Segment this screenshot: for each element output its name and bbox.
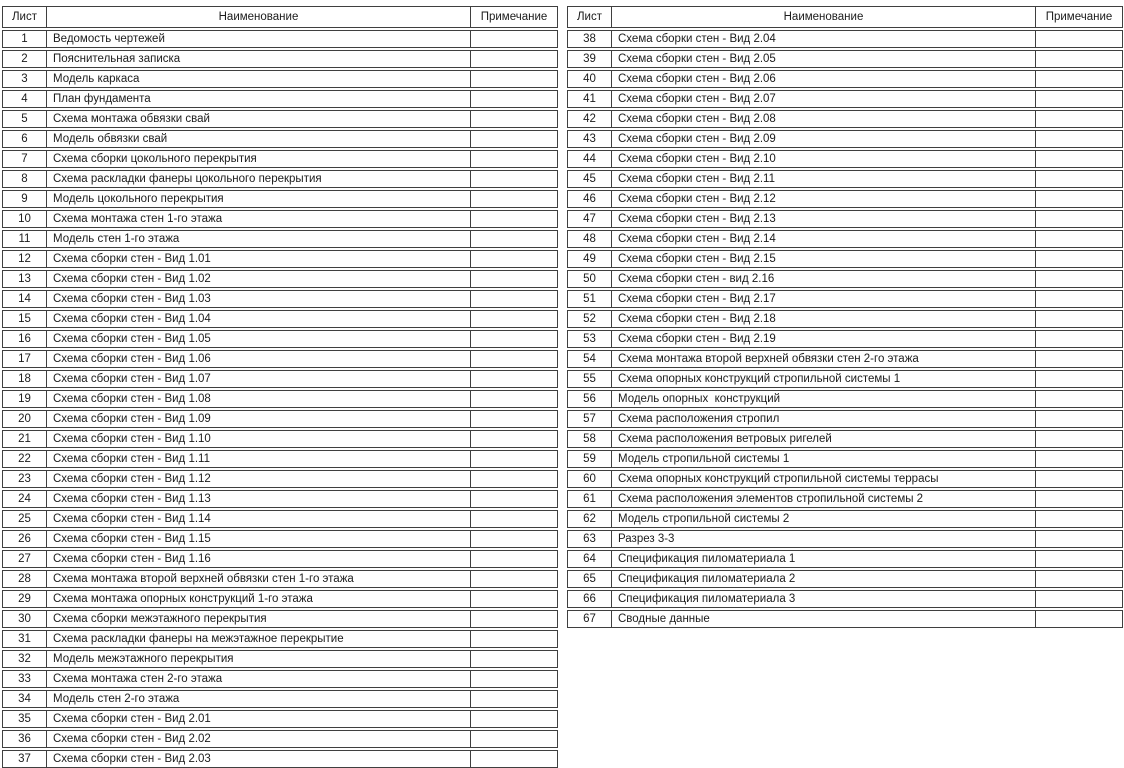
sheet-number-cell: 63 <box>583 533 596 545</box>
note-cell <box>1036 271 1122 287</box>
note-cell <box>471 411 557 427</box>
name-cell: Схема сборки стен - Вид 1.07 <box>46 371 471 387</box>
name-cell: Схема сборки стен - Вид 2.02 <box>46 731 471 747</box>
sheet-number-cell: 25 <box>18 513 31 525</box>
sheet-number-cell: 62 <box>583 513 596 525</box>
name-cell: Схема сборки стен - Вид 1.12 <box>46 471 471 487</box>
sheet-number-cell: 54 <box>583 353 596 365</box>
table-row <box>2 390 558 408</box>
name-cell: Модель обвязки свай <box>46 131 471 147</box>
table-row <box>2 150 558 168</box>
table-row <box>567 110 1123 128</box>
name-cell: Схема сборки стен - Вид 1.14 <box>46 511 471 527</box>
name-cell: План фундамента <box>46 91 471 107</box>
note-cell <box>1036 511 1122 527</box>
sheet-number-cell: 4 <box>21 93 28 105</box>
name-cell: Модель опорных конструкций <box>611 391 1036 407</box>
name-cell: Схема расположения ветровых ригелей <box>611 431 1036 447</box>
sheet-number-cell: 57 <box>583 413 596 425</box>
sheet-number-cell: 64 <box>583 553 596 565</box>
name-cell: Схема сборки стен - Вид 2.19 <box>611 331 1036 347</box>
note-cell <box>471 391 557 407</box>
table-row <box>2 190 558 208</box>
note-cell <box>471 491 557 507</box>
sheet-number-cell: 66 <box>583 593 596 605</box>
note-cell <box>471 511 557 527</box>
note-cell <box>471 631 557 647</box>
name-cell: Схема монтажа обвязки свай <box>46 111 471 127</box>
table-row <box>2 610 558 628</box>
sheet-number-cell: 39 <box>583 53 596 65</box>
note-cell <box>1036 331 1122 347</box>
table-row <box>2 110 558 128</box>
note-cell <box>471 31 557 47</box>
name-cell: Спецификация пиломатериала 3 <box>611 591 1036 607</box>
name-cell: Схема сборки стен - Вид 1.05 <box>46 331 471 347</box>
sheet-number-cell: 21 <box>18 433 31 445</box>
note-cell <box>471 471 557 487</box>
note-cell <box>1036 351 1122 367</box>
table-row <box>567 350 1123 368</box>
name-cell: Схема сборки стен - Вид 2.09 <box>611 131 1036 147</box>
note-cell <box>1036 451 1122 467</box>
sheet-number-cell: 46 <box>583 193 596 205</box>
sheet-number-cell: 61 <box>583 493 596 505</box>
note-cell <box>1036 111 1122 127</box>
sheet-number-cell: 18 <box>18 373 31 385</box>
table-row <box>2 90 558 108</box>
table-row <box>567 250 1123 268</box>
table-row <box>2 730 558 748</box>
note-cell <box>471 271 557 287</box>
sheet-number-cell: 12 <box>18 253 31 265</box>
sheet-number-cell: 14 <box>18 293 31 305</box>
note-cell <box>1036 611 1122 627</box>
table-row <box>2 250 558 268</box>
sheet-number-cell: 48 <box>583 233 596 245</box>
note-cell <box>1036 291 1122 307</box>
note-cell <box>471 291 557 307</box>
name-cell: Модель цокольного перекрытия <box>46 191 471 207</box>
note-cell <box>1036 571 1122 587</box>
sheet-number-cell: 37 <box>18 753 31 765</box>
name-cell: Схема сборки стен - Вид 2.15 <box>611 251 1036 267</box>
table-row <box>567 570 1123 588</box>
table-row <box>567 410 1123 428</box>
name-cell: Схема сборки стен - Вид 1.09 <box>46 411 471 427</box>
sheet-number-cell: 9 <box>21 193 28 205</box>
note-cell <box>1036 551 1122 567</box>
name-cell: Схема сборки стен - Вид 2.14 <box>611 231 1036 247</box>
sheet-number-cell: 60 <box>583 473 596 485</box>
table-row <box>2 530 558 548</box>
table-header-row <box>2 6 558 28</box>
table-row <box>2 370 558 388</box>
name-cell: Схема сборки стен - Вид 1.03 <box>46 291 471 307</box>
table-row <box>2 70 558 88</box>
note-cell <box>471 191 557 207</box>
sheet-number-cell: 47 <box>583 213 596 225</box>
name-cell: Схема монтажа второй верхней обвязки стен 1-го этажа <box>46 571 471 587</box>
table-row <box>2 330 558 348</box>
name-cell: Схема раскладки фанеры цокольного перекрытия <box>46 171 471 187</box>
name-cell: Схема сборки стен - Вид 1.08 <box>46 391 471 407</box>
name-cell: Модель стен 2-го этажа <box>46 691 471 707</box>
note-cell <box>1036 411 1122 427</box>
table-row <box>2 690 558 708</box>
table-row <box>567 330 1123 348</box>
sheet-number-cell: 15 <box>18 313 31 325</box>
sheet-number-cell: 41 <box>583 93 596 105</box>
name-cell: Модель каркаса <box>46 71 471 87</box>
sheet-number-cell: 56 <box>583 393 596 405</box>
table-row <box>2 430 558 448</box>
name-cell: Схема сборки стен - Вид 2.05 <box>611 51 1036 67</box>
name-cell: Схема раскладки фанеры на межэтажное перекрытие <box>46 631 471 647</box>
name-cell: Схема монтажа стен 2-го этажа <box>46 671 471 687</box>
note-cell <box>471 91 557 107</box>
table-row <box>2 230 558 248</box>
sheet-number-cell: 40 <box>583 73 596 85</box>
note-cell <box>1036 531 1122 547</box>
table-row <box>567 550 1123 568</box>
name-cell: Модель стен 1-го этажа <box>46 231 471 247</box>
note-cell <box>1036 191 1122 207</box>
note-cell <box>1036 71 1122 87</box>
table-row <box>567 30 1123 48</box>
note-cell <box>1036 211 1122 227</box>
name-cell: Схема сборки стен - Вид 2.18 <box>611 311 1036 327</box>
table-row <box>567 70 1123 88</box>
table-row <box>2 570 558 588</box>
note-cell <box>471 51 557 67</box>
table-row <box>2 270 558 288</box>
sheet-number-cell: 51 <box>583 293 596 305</box>
table-row <box>2 650 558 668</box>
table-row <box>567 310 1123 328</box>
name-cell: Модель межэтажного перекрытия <box>46 651 471 667</box>
sheet-number-cell: 28 <box>18 573 31 585</box>
sheet-number-cell: 36 <box>18 733 31 745</box>
table-row <box>2 310 558 328</box>
name-cell: Схема сборки стен - Вид 1.04 <box>46 311 471 327</box>
name-cell: Схема сборки стен - Вид 1.06 <box>46 351 471 367</box>
name-cell: Схема сборки стен - Вид 2.10 <box>611 151 1036 167</box>
table-row <box>567 210 1123 228</box>
sheet-number-cell: 43 <box>583 133 596 145</box>
note-cell <box>471 331 557 347</box>
note-cell <box>471 131 557 147</box>
table-row <box>567 510 1123 528</box>
table-row <box>567 490 1123 508</box>
note-cell <box>471 431 557 447</box>
table-row <box>567 150 1123 168</box>
table-row <box>567 190 1123 208</box>
sheet-number-cell: 30 <box>18 613 31 625</box>
name-cell: Схема сборки стен - Вид 2.03 <box>46 751 471 767</box>
table-row <box>567 230 1123 248</box>
table-row <box>567 370 1123 388</box>
note-cell <box>1036 51 1122 67</box>
table-row <box>567 270 1123 288</box>
note-cell <box>471 211 557 227</box>
sheet-number-cell: 52 <box>583 313 596 325</box>
sheet-number-cell: 32 <box>18 653 31 665</box>
name-cell: Схема сборки стен - Вид 2.08 <box>611 111 1036 127</box>
table-body-left <box>2 30 558 768</box>
name-cell: Схема опорных конструкций стропильной системы 1 <box>611 371 1036 387</box>
sheet-number-cell: 13 <box>18 273 31 285</box>
note-cell <box>471 551 557 567</box>
name-cell: Схема монтажа второй верхней обвязки стен 2-го этажа <box>611 351 1036 367</box>
note-cell <box>471 111 557 127</box>
name-cell: Схема сборки стен - Вид 2.17 <box>611 291 1036 307</box>
note-cell <box>1036 171 1122 187</box>
table-header-row <box>567 6 1123 28</box>
note-cell <box>471 71 557 87</box>
sheet-number-cell: 27 <box>18 553 31 565</box>
column-header-note: Примечание <box>1045 11 1113 23</box>
sheet-number-cell: 34 <box>18 693 31 705</box>
sheet-number-cell: 35 <box>18 713 31 725</box>
name-cell: Схема сборки стен - Вид 1.16 <box>46 551 471 567</box>
note-cell <box>471 311 557 327</box>
sheet-number-cell: 22 <box>18 453 31 465</box>
name-cell: Схема монтажа стен 1-го этажа <box>46 211 471 227</box>
name-cell: Ведомость чертежей <box>46 31 471 47</box>
sheet-number-cell: 1 <box>21 33 28 45</box>
name-cell: Схема сборки стен - Вид 2.01 <box>46 711 471 727</box>
sheet-number-cell: 23 <box>18 473 31 485</box>
column-header-sheet: Лист <box>12 11 37 23</box>
note-cell <box>1036 91 1122 107</box>
sheet-number-cell: 20 <box>18 413 31 425</box>
table-row <box>2 510 558 528</box>
name-cell: Спецификация пиломатериала 2 <box>611 571 1036 587</box>
name-cell: Схема сборки межэтажного перекрытия <box>46 611 471 627</box>
sheet-number-cell: 6 <box>21 133 28 145</box>
name-cell: Схема сборки стен - Вид 1.01 <box>46 251 471 267</box>
note-cell <box>1036 391 1122 407</box>
note-cell <box>471 371 557 387</box>
sheet-number-cell: 65 <box>583 573 596 585</box>
note-cell <box>1036 151 1122 167</box>
note-cell <box>1036 591 1122 607</box>
note-cell <box>471 751 557 767</box>
name-cell: Схема сборки стен - вид 2.16 <box>611 271 1036 287</box>
name-cell: Схема расположения элементов стропильной системы 2 <box>611 491 1036 507</box>
table-row <box>567 50 1123 68</box>
table-row <box>567 530 1123 548</box>
sheet-number-cell: 33 <box>18 673 31 685</box>
table-row <box>567 170 1123 188</box>
table-row <box>2 50 558 68</box>
name-cell: Схема расположения стропил <box>611 411 1036 427</box>
note-cell <box>1036 431 1122 447</box>
sheet-number-cell: 55 <box>583 373 596 385</box>
note-cell <box>1036 231 1122 247</box>
note-cell <box>471 451 557 467</box>
name-cell: Схема сборки стен - Вид 2.11 <box>611 171 1036 187</box>
table-row <box>567 450 1123 468</box>
table-row <box>567 130 1123 148</box>
table-row <box>2 210 558 228</box>
note-cell <box>471 531 557 547</box>
table-row <box>2 470 558 488</box>
table-row <box>567 390 1123 408</box>
note-cell <box>1036 311 1122 327</box>
table-row <box>567 290 1123 308</box>
name-cell: Модель стропильной системы 2 <box>611 511 1036 527</box>
note-cell <box>1036 471 1122 487</box>
table-row <box>2 290 558 308</box>
sheet-number-cell: 11 <box>18 233 31 245</box>
table-row <box>2 170 558 188</box>
table-row <box>567 90 1123 108</box>
sheet-number-cell: 10 <box>18 213 31 225</box>
name-cell: Схема сборки стен - Вид 1.15 <box>46 531 471 547</box>
name-cell: Схема сборки стен - Вид 1.13 <box>46 491 471 507</box>
sheet-number-cell: 19 <box>18 393 31 405</box>
note-cell <box>471 591 557 607</box>
table-row <box>2 630 558 648</box>
note-cell <box>471 571 557 587</box>
note-cell <box>1036 131 1122 147</box>
name-cell: Схема сборки цокольного перекрытия <box>46 151 471 167</box>
sheet-number-cell: 49 <box>583 253 596 265</box>
table-row <box>2 490 558 508</box>
sheet-number-cell: 44 <box>583 153 596 165</box>
note-cell <box>471 671 557 687</box>
name-cell: Схема сборки стен - Вид 1.11 <box>46 451 471 467</box>
sheet-number-cell: 2 <box>21 53 28 65</box>
sheet-table-left <box>2 6 558 768</box>
note-cell <box>471 231 557 247</box>
note-cell <box>471 171 557 187</box>
note-cell <box>471 691 557 707</box>
sheet-table-right <box>567 6 1123 630</box>
table-row <box>2 710 558 728</box>
note-cell <box>471 351 557 367</box>
table-row <box>567 610 1123 628</box>
name-cell: Пояснительная записка <box>46 51 471 67</box>
sheet-number-cell: 45 <box>583 173 596 185</box>
table-row <box>2 550 558 568</box>
sheet-number-cell: 31 <box>18 633 31 645</box>
sheet-number-cell: 42 <box>583 113 596 125</box>
note-cell <box>471 651 557 667</box>
sheet-number-cell: 59 <box>583 453 596 465</box>
sheet-number-cell: 8 <box>21 173 28 185</box>
table-row <box>2 590 558 608</box>
table-row <box>2 670 558 688</box>
column-header-note: Примечание <box>480 11 548 23</box>
sheet-number-cell: 7 <box>21 153 28 165</box>
table-row <box>2 750 558 768</box>
note-cell <box>471 151 557 167</box>
sheet-number-cell: 5 <box>21 113 28 125</box>
sheet-number-cell: 17 <box>18 353 31 365</box>
table-row <box>2 130 558 148</box>
name-cell: Схема сборки стен - Вид 2.13 <box>611 211 1036 227</box>
table-row <box>567 470 1123 488</box>
column-header-sheet: Лист <box>577 11 602 23</box>
table-row <box>2 30 558 48</box>
note-cell <box>1036 251 1122 267</box>
name-cell: Схема сборки стен - Вид 2.07 <box>611 91 1036 107</box>
sheet-number-cell: 58 <box>583 433 596 445</box>
sheet-number-cell: 67 <box>583 613 596 625</box>
note-cell <box>1036 31 1122 47</box>
table-row <box>2 410 558 428</box>
name-cell: Схема опорных конструкций стропильной системы террасы <box>611 471 1036 487</box>
name-cell: Схема сборки стен - Вид 2.04 <box>611 31 1036 47</box>
table-row <box>567 430 1123 448</box>
name-cell: Схема сборки стен - Вид 1.10 <box>46 431 471 447</box>
table-row <box>2 450 558 468</box>
table-row <box>567 590 1123 608</box>
note-cell <box>1036 491 1122 507</box>
column-header-name: Наименование <box>611 7 1036 27</box>
table-row <box>2 350 558 368</box>
name-cell: Схема сборки стен - Вид 2.12 <box>611 191 1036 207</box>
sheet-number-cell: 3 <box>21 73 28 85</box>
note-cell <box>471 711 557 727</box>
name-cell: Разрез 3-3 <box>611 531 1036 547</box>
note-cell <box>1036 371 1122 387</box>
name-cell: Спецификация пиломатериала 1 <box>611 551 1036 567</box>
name-cell: Схема сборки стен - Вид 1.02 <box>46 271 471 287</box>
sheet-number-cell: 26 <box>18 533 31 545</box>
note-cell <box>471 611 557 627</box>
note-cell <box>471 251 557 267</box>
name-cell: Модель стропильной системы 1 <box>611 451 1036 467</box>
sheet-number-cell: 50 <box>583 273 596 285</box>
sheet-number-cell: 24 <box>18 493 31 505</box>
name-cell: Сводные данные <box>611 611 1036 627</box>
sheet-number-cell: 16 <box>18 333 31 345</box>
name-cell: Схема монтажа опорных конструкций 1-го этажа <box>46 591 471 607</box>
sheet-number-cell: 38 <box>583 33 596 45</box>
note-cell <box>471 731 557 747</box>
column-header-name: Наименование <box>46 7 471 27</box>
sheet-number-cell: 53 <box>583 333 596 345</box>
sheet-number-cell: 29 <box>18 593 31 605</box>
table-body-right <box>567 30 1123 628</box>
name-cell: Схема сборки стен - Вид 2.06 <box>611 71 1036 87</box>
